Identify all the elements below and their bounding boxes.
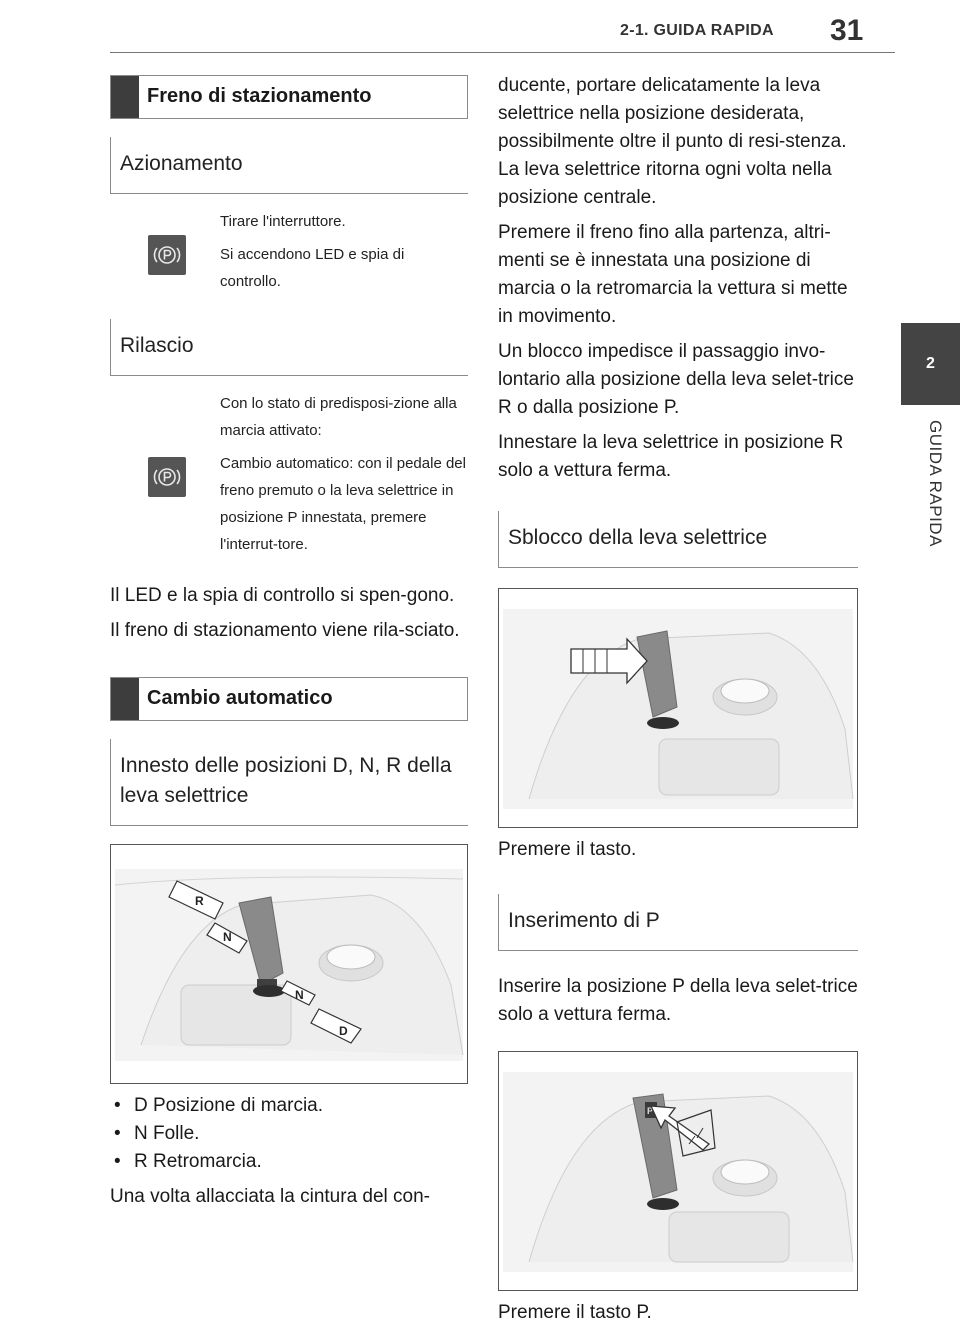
subtitle-positions: Innesto delle posizioni D, N, R della leva selettrice [110, 739, 468, 826]
paragraph-brake: Premere il freno fino alla partenza, altri-menti se è innestata una posizione di marcia o la retromarcia la vettura si mette in movimento. [498, 222, 848, 327]
section-title-text: Cambio automatico [147, 687, 333, 709]
paragraph-block: Un blocco impedisce il passaggio invo-lontario alla posizione della leva selet-trice R o dalla posizione P. [498, 341, 854, 418]
figure-gear-lever-positions [110, 844, 468, 1084]
paragraph-park: Inserire la posizione P della leva selet-trice solo a vettura ferma. [498, 976, 858, 1025]
caption-unlock: Premere il tasto. [498, 839, 637, 860]
bullet-d: • D Posizione di marcia. [110, 1092, 468, 1120]
chapter-number: 2 [926, 355, 935, 372]
side-chapter-label: GUIDA RAPIDA [926, 420, 945, 547]
release-row [110, 390, 468, 564]
icon-cell [110, 208, 220, 301]
operate-row [110, 208, 468, 301]
section-title-automatic-gearbox [110, 677, 468, 721]
subtitle-park: Inserimento di P [498, 894, 858, 951]
bullet-r: • R Retromarcia. [110, 1148, 468, 1176]
right-column [498, 72, 858, 1320]
section-title-parking-brake [110, 75, 468, 119]
paragraph-reverse: Innestare la leva selettrice in posizione R solo a vettura ferma. [498, 432, 844, 481]
figure-lever-unlock [498, 588, 858, 828]
operate-text-1: Tirare l'interruttore. [220, 213, 346, 230]
lever-label-n-upper: N [223, 930, 232, 944]
paragraph-brake-released: Il freno di stazionamento viene rila-sciato. [110, 620, 460, 641]
parking-brake-icon [148, 457, 186, 497]
header-section-title: 2-1. GUIDA RAPIDA [620, 22, 774, 39]
figure-park-button [498, 1051, 858, 1291]
subtitle-release: Rilascio [110, 319, 468, 376]
lever-label-r: R [195, 894, 204, 908]
left-column [110, 75, 468, 1218]
lever-label-d: D [339, 1024, 348, 1038]
operate-text [220, 208, 468, 301]
caption-park: Premere il tasto P. [498, 1302, 652, 1320]
icon-cell [110, 390, 220, 564]
page-number: 31 [830, 14, 864, 47]
park-button-label: P [647, 1106, 654, 1116]
operate-text-2: Si accendono LED e spia di controllo. [220, 246, 405, 290]
paragraph-belt: Una volta allacciata la cintura del con- [110, 1186, 431, 1207]
header-rule [110, 52, 895, 53]
section-title-text: Freno di stazionamento [147, 85, 372, 107]
release-text-1: Con lo stato di predisposi-zione alla marcia attivato: [220, 395, 457, 439]
section-bar [111, 678, 139, 720]
paragraph-continue: ducente, portare delicatamente la leva selettrice nella posizione desiderata, possibilmente oltre il punto di resi-stenza. La leva selettrice ritorna ogni volta nella posizione centrale. [498, 75, 847, 208]
subtitle-operate: Azionamento [110, 137, 468, 194]
release-text-2: Cambio automatico: con il pedale del freno premuto o la leva selettrice in posizione P innestata, premere l'interrut-tore. [220, 455, 466, 553]
subtitle-unlock: Sblocco della leva selettrice [498, 511, 858, 568]
lever-label-n-lower: N [295, 988, 304, 1002]
release-text [220, 390, 468, 564]
parking-brake-icon [148, 235, 186, 275]
section-bar [111, 76, 139, 118]
paragraph-led-off: Il LED e la spia di controllo si spen-gono. [110, 585, 455, 606]
side-chapter-tab [901, 323, 960, 405]
bullet-n: • N Folle. [110, 1120, 468, 1148]
